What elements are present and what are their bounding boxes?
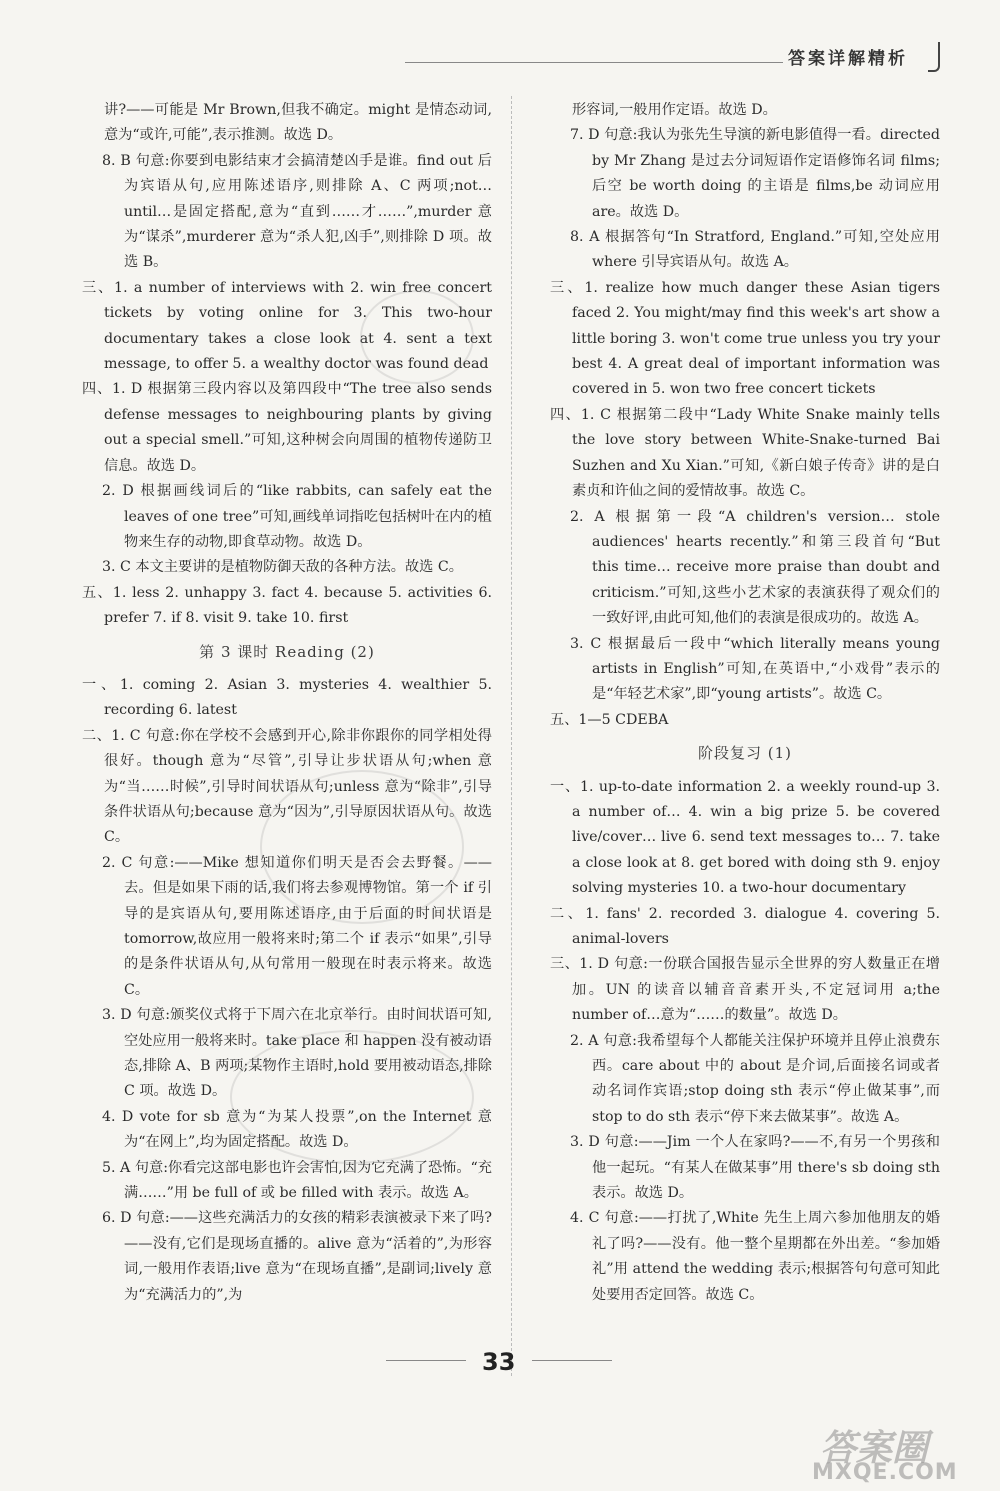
section-heading: 第 3 课时 Reading (2) bbox=[199, 642, 375, 661]
watermark-stamp bbox=[360, 290, 474, 384]
answer-paragraph: 8. A 根据答句“In Stratford, England.”可知,空处应用 where 引导宾语从句。故选 A。 bbox=[570, 229, 940, 271]
page-number-rule-left bbox=[386, 1360, 466, 1361]
answer-paragraph: 五、1—5 CDEBA bbox=[550, 711, 669, 728]
answer-paragraph: 8. B 句意:你要到电影结束才会搞清楚凶手是谁。find out 后为宾语从句,应用陈述语序,则排除 A、C 两项;not… until…是固定搭配,意为“直到……才……”,murder 意为“谋杀”,murderer 意为“杀人犯,凶手”,则排除 D 项。故选 B。 bbox=[102, 152, 492, 271]
section-heading: 阶段复习 (1) bbox=[697, 744, 793, 763]
right-column bbox=[550, 98, 940, 1308]
answer-paragraph: 三、1. D 句意:一份联合国报告显示全世界的穷人数量正在增加。UN 的读音以辅音音素开头,不定冠词用 a;the number of…意为“……的数量”。故选 D。 bbox=[550, 956, 940, 1024]
answer-paragraph: 2. A 句意:我希望每个人都能关注保护环境并且停止浪费东西。care about 中的 about 是介词,后面接名词或者动名词作宾语;stop doing sth 表示“停止做某事”,而 stop to do sth 表示“停下来去做某事”。故选 A。 bbox=[570, 1032, 940, 1125]
answer-paragraph: 3. D 句意:——Jim 一个人在家吗?——不,有另一个男孩和他一起玩。“有某人在做某事”用 there's sb doing sth 表示。故选 D。 bbox=[570, 1134, 940, 1202]
answer-paragraph: 2. C 句意:——Mike 想知道你们明天是否会去野餐。——去。但是如果下雨的话,我们将去参观博物馆。第一个 if 引导的是宾语从句,要用陈述语序,由于后面的时间状语是 tomorrow,故应用一般将来时;第二个 if 表示“如果”,引导的是条件状语从句,从句常用一般现在时表示将来。故选 C。 bbox=[102, 854, 492, 998]
page-number: 33 bbox=[482, 1348, 516, 1376]
answer-paragraph: 讲?——可能是 Mr Brown,但我不确定。might 是情态动词,意为“或许,可能”,表示推测。故选 D。 bbox=[104, 102, 492, 144]
page-number-rule-right bbox=[532, 1360, 612, 1361]
watermark-stamp bbox=[230, 1030, 474, 1164]
answer-paragraph: 三、1. realize how much danger these Asian tigers faced 2. You might/may find this week's art show a little boring 3. won't come true unless you try your best 4. A great deal of important information was covered in 5. won two free concert tickets bbox=[550, 279, 940, 398]
answer-paragraph: 4. D vote for sb 意为“为某人投票”,on the Internet 意为“在网上”,均为固定搭配。故选 D。 bbox=[102, 1108, 492, 1151]
answer-paragraph: 6. D 句意:——这些充满活力的女孩的精彩表演被录下来了吗?——没有,它们是现场直播的。alive 意为“活着的”,为形容词,一般用作表语;live 意为“在现场直播”,是副词;lively 意为“充满活力的”,为 bbox=[102, 1210, 492, 1303]
watermark-stamp bbox=[260, 770, 464, 924]
answer-paragraph: 五、1. less 2. unhappy 3. fact 4. because 5. activities 6. prefer 7. if 8. visit 9. take 10. first bbox=[82, 584, 492, 627]
answer-paragraph: 二、1. C 句意:你在学校不会感到开心,除非你跟你的同学相处得很好。though 意为“尽管”,引导让步状语从句;when 意为“当……时候”,引导时间状语从句;unless 意为“除非”,引导条件状语从句;because 意为“因为”,引导原因状语从句。故选 C。 bbox=[82, 727, 492, 846]
answer-paragraph: 7. D 句意:我认为张先生导演的新电影值得一看。directed by Mr Zhang 是过去分词短语作定语修饰名词 films;后空 be worth doing 的主语是 films,be 动词应用 are。故选 D。 bbox=[570, 127, 940, 220]
running-header-title: 答案详解精析 bbox=[788, 49, 908, 69]
header-rule bbox=[405, 62, 783, 63]
answer-paragraph: 3. C 本文主要讲的是植物防御天敌的各种方法。故选 C。 bbox=[102, 559, 463, 576]
answer-paragraph: 2. D 根据画线词后的“like rabbits, can safely eat the leaves of one tree”可知,画线单词指吃包括树叶在内的植物来生存的动物,即食草动物。故选 D。 bbox=[102, 483, 492, 550]
column-divider bbox=[511, 96, 512, 1376]
answer-paragraph: 三、1. a number of interviews with 2. win free concert tickets by voting online for 3. This two-hour documentary takes a close look at 4. sent a text message, to offer 5. a wealthy doctor was found dead bbox=[82, 279, 492, 373]
answer-paragraph: 形容词,一般用作定语。故选 D。 bbox=[572, 102, 777, 118]
answer-paragraph: 4. C 句意:——打扰了,White 先生上周六参加他朋友的婚礼了吗?——没有。他一整个星期都在外出差。“参加婚礼”用 attend the wedding 表示;根据答句句意可知此处要用否定回答。故选 C。 bbox=[570, 1210, 940, 1303]
answer-paragraph: 二、1. fans' 2. recorded 3. dialogue 4. covering 5. animal-lovers bbox=[550, 905, 940, 947]
answer-paragraph: 四、1. D 根据第三段内容以及第四段中“The tree also sends defense messages to neighbouring plants by giving out a special smell.”可知,这种树会向周围的植物传递防卫信息。故选 D。 bbox=[82, 381, 492, 474]
answer-paragraph: 一、1. coming 2. Asian 3. mysteries 4. wealthier 5. recording 6. latest bbox=[82, 676, 492, 719]
watermark-url: MXQE.COM bbox=[812, 1460, 958, 1485]
answer-paragraph: 四、1. C 根据第二段中“Lady White Snake mainly tells the love story between White-Snake-turned Bai Suzhen and Xu Xian.”可知,《新白娘子传奇》讲的是白素贞和许仙之间的爱情故事。故选 C。 bbox=[550, 406, 940, 500]
answer-paragraph: 一、1. up-to-date information 2. a weekly round-up 3. a number of… 4. win a big prize 5. be covered live/cover… live 6. send text messages to… 7. take a close look at 8. get bored with doing sth 9. enjoy solving mysteries 10. a two-hour documentary bbox=[550, 778, 940, 897]
answer-paragraph: 3. C 根据最后一段中“which literally means young artists in English”可知,在英语中,“小戏骨”表示的是“年轻艺术家”,即“young artists”。故选 C。 bbox=[570, 635, 940, 703]
answer-paragraph: 5. A 句意:你看完这部电影也许会害怕,因为它充满了恐怖。“充满……”用 be full of 或 be filled with 表示。故选 A。 bbox=[102, 1159, 492, 1202]
watermark-corner-logo: 答案圈 bbox=[820, 1428, 929, 1469]
answer-paragraph: 3. D 句意:颁奖仪式将于下周六在北京举行。由时间状语可知,空处应用一般将来时。take place 和 happen 没有被动语态,排除 A、B 两项;某物作主语时,hold 要用被动语态,排除 C 项。故选 D。 bbox=[102, 1007, 492, 1100]
answer-paragraph: 2. A 根据第一段“A children's version… stole audiences' hearts recently.”和第三段首句“But this time… receive more praise than doubt and criticism.”可知,这些小艺术家的表演获得了观众们的一致好评,由此可知,他们的表演是很成功的。故选 A。 bbox=[570, 508, 940, 627]
header-bracket-decoration bbox=[928, 42, 940, 72]
